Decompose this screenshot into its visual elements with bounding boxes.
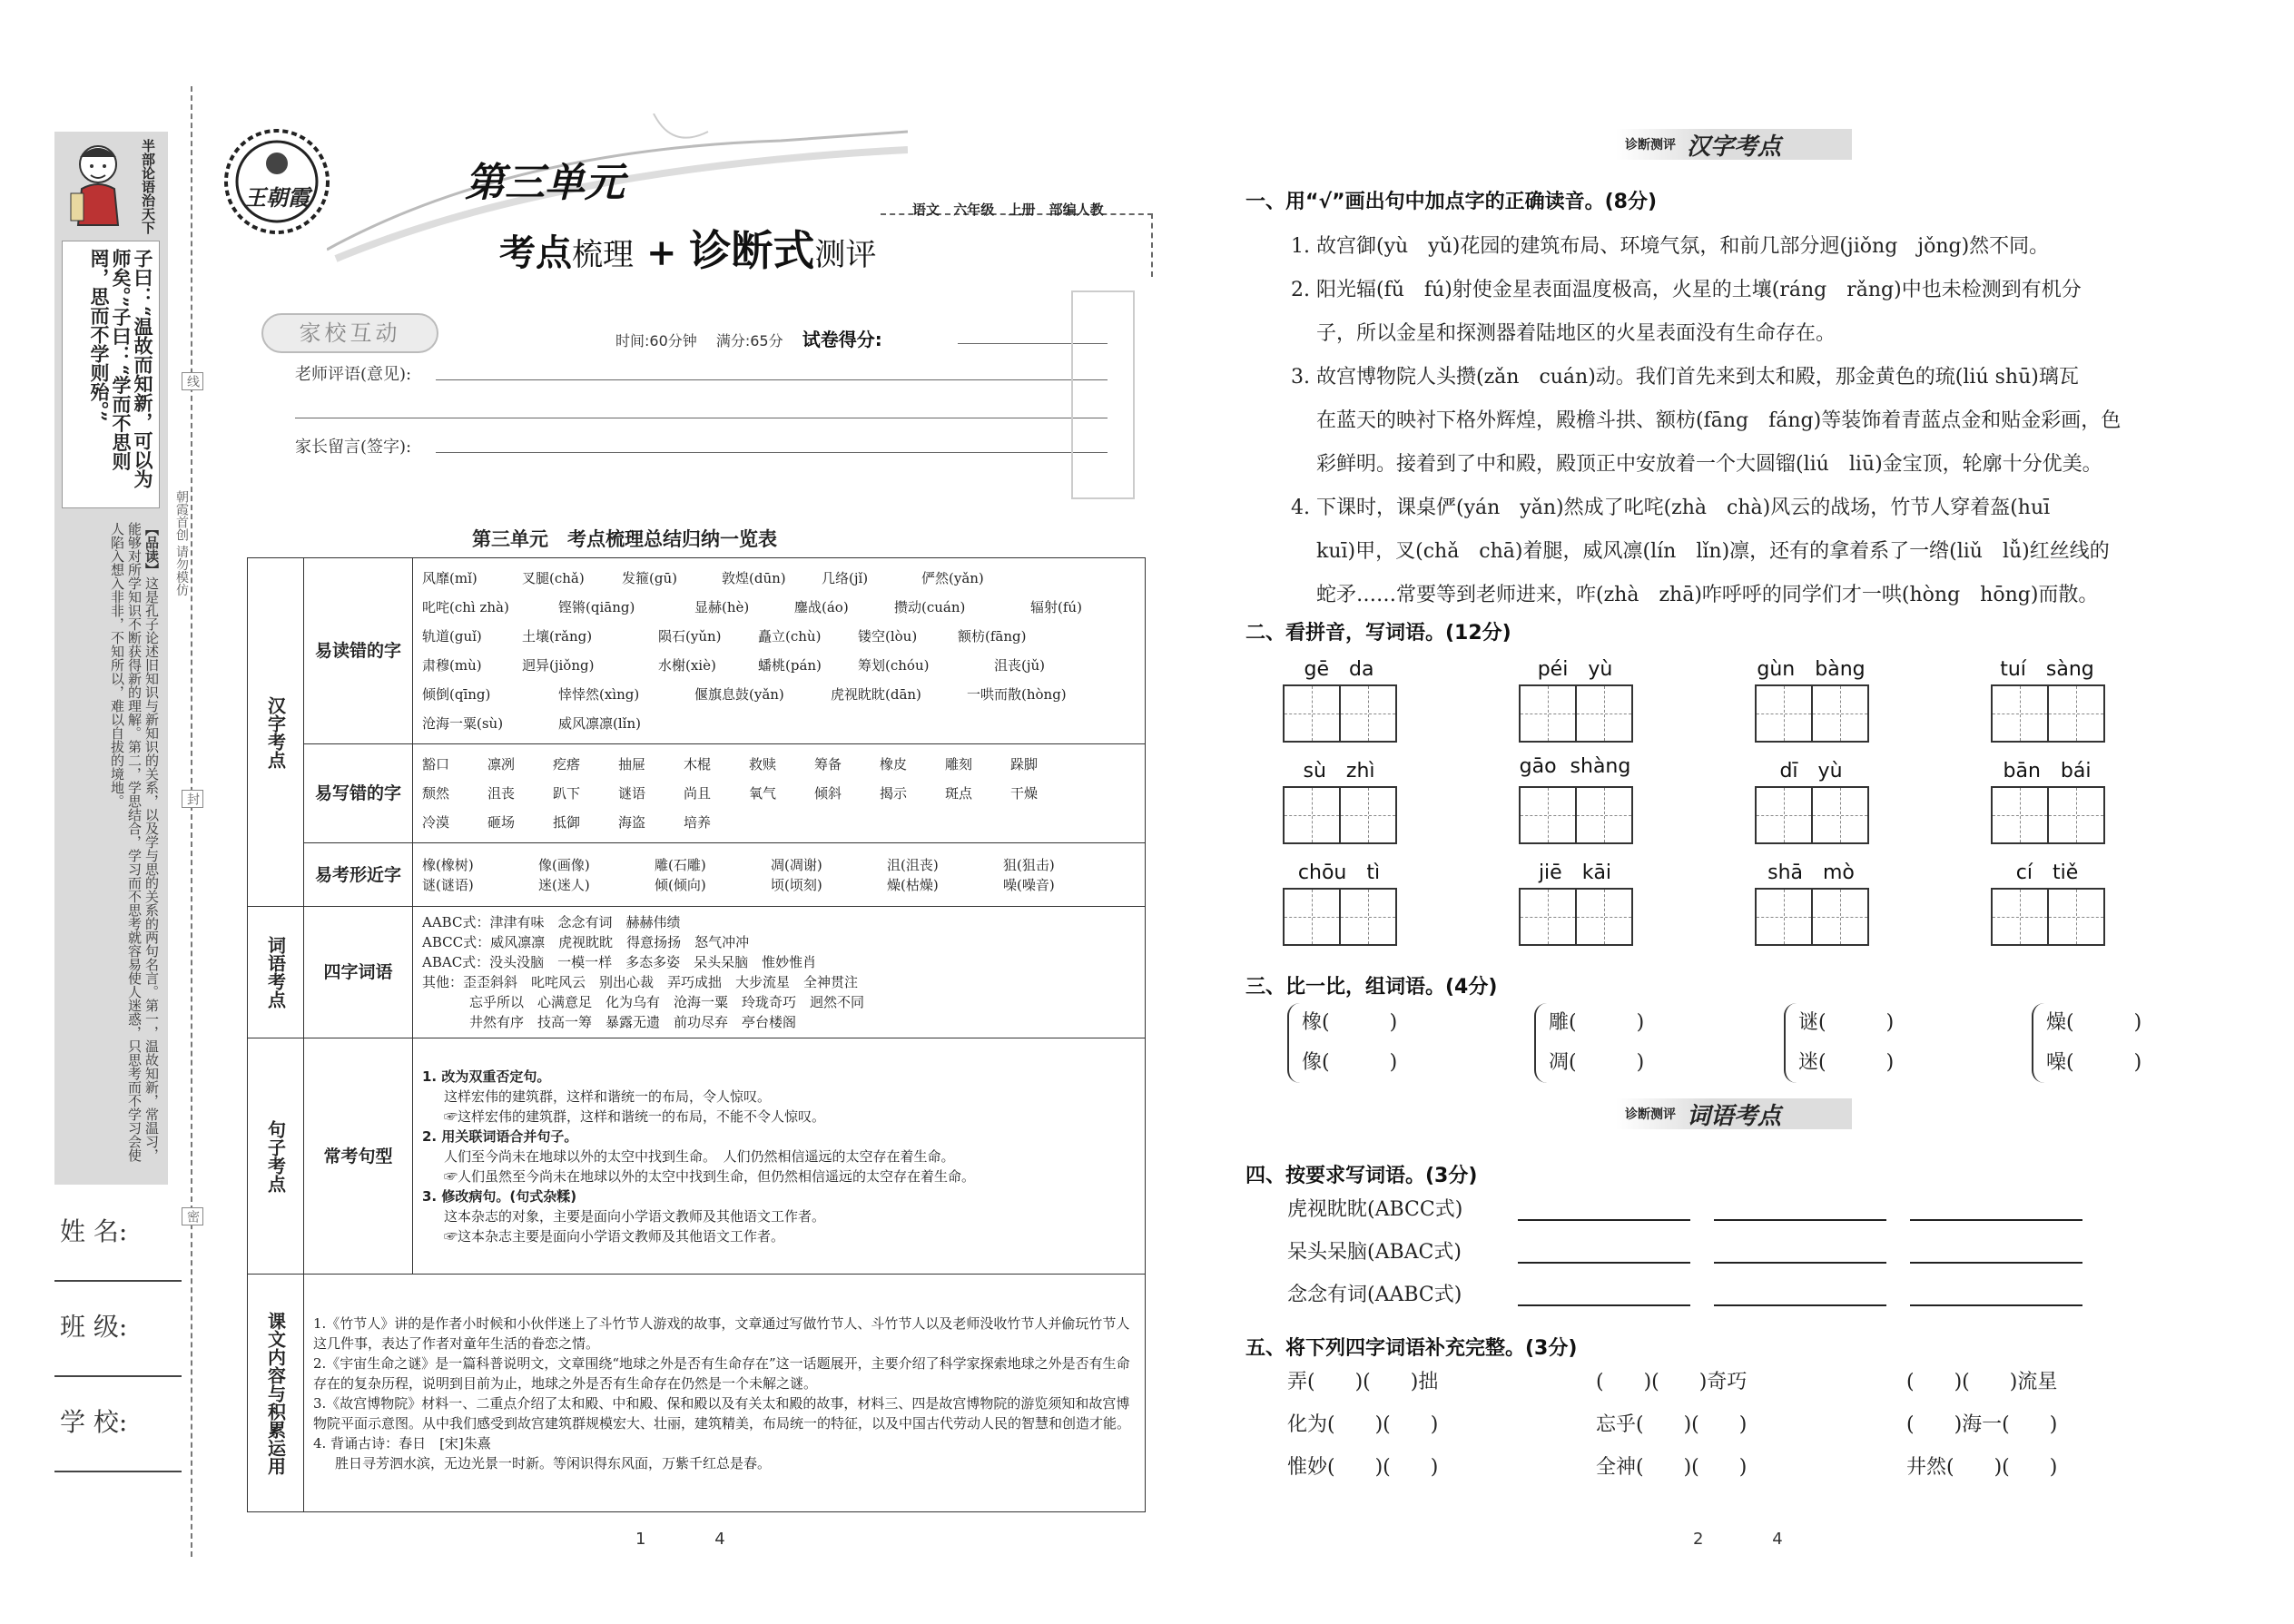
tian-grid	[1516, 888, 1634, 946]
write-word: 倾斜	[814, 785, 842, 802]
sent2-b: ☞人们虽然至今尚未在地球以外的太空中找到生命，但仍然相信遥远的太空存在着生命。	[444, 1167, 976, 1185]
subcat-read: 易读错的字	[304, 558, 413, 744]
write-box-1[interactable]	[1283, 684, 1341, 743]
tian-grid	[1988, 786, 2106, 844]
four-other-2: 忘乎所以 心满意足 化为乌有 沧海一粟 玲珑奇巧 迥然不同	[469, 994, 865, 1010]
book-meta: 语文 六年级 上册 部编人教	[912, 202, 1104, 218]
idiom-blank[interactable]: 井然( )( )	[1906, 1456, 2058, 1479]
write-word: 疙瘩	[553, 756, 581, 773]
parent-comment-label: 家长留言(签字):	[295, 438, 412, 457]
read-word: 攒动(cuán)	[894, 599, 966, 615]
read-word: 俨然(yǎn)	[921, 570, 984, 586]
pair-word-1[interactable]: 燥( )	[2046, 1011, 2142, 1034]
write-word: 谜语	[618, 785, 646, 802]
write-box-1[interactable]	[1755, 684, 1813, 743]
write-box-2[interactable]	[2047, 888, 2105, 946]
idiom-blank[interactable]: 惟妙( )( )	[1287, 1456, 1439, 1479]
banner-tag: 诊断测评	[1625, 1107, 1676, 1122]
content-5: 胜日寻芳泗水滨，无边光景一时新。等闲识得东风面，万紫千红总是春。	[335, 1454, 772, 1471]
tian-grid	[1988, 684, 2106, 743]
left-page-number	[635, 1530, 725, 1549]
read-word: 风靡(mǐ)	[422, 570, 478, 586]
name-label: 姓 名:	[60, 1216, 128, 1246]
exam-meta	[615, 325, 882, 351]
subtitle-part1: 考点	[499, 231, 572, 274]
idiom-blank[interactable]: 忘乎( )( )	[1596, 1413, 1748, 1436]
write-box-2[interactable]	[1811, 786, 1869, 844]
read-word: 镂空(lòu)	[858, 628, 918, 645]
sent3-head: 3. 修改病句。(句式杂糅)	[422, 1187, 577, 1205]
read-word: 倾倒(qīng)	[422, 686, 491, 703]
write-box-1[interactable]	[1755, 786, 1813, 844]
page-subtitle	[499, 218, 876, 278]
write-word: 培养	[684, 814, 712, 831]
banner-tag: 诊断测评	[1625, 138, 1676, 153]
read-word: 沧海一粟(sù)	[422, 715, 504, 732]
read-word: 发箍(gū)	[622, 570, 677, 586]
write-words-list	[422, 750, 1136, 837]
shape-word: 迷(迷人)	[538, 876, 590, 893]
pinyin-item	[1516, 654, 1634, 743]
pinyin-label: gāo shàng	[1519, 755, 1631, 778]
answer-line[interactable]	[1910, 1304, 2082, 1306]
read-word: 叱咤(chì zhà)	[422, 599, 509, 615]
idiom-blank[interactable]: 弄( )( )拙	[1287, 1371, 1439, 1393]
decorative-frame	[1071, 290, 1135, 499]
question-4-title: 四、按要求写词语。(3分)	[1245, 1165, 1478, 1187]
q1-item-3b: 在蓝天的映衬下格外辉煌，殿檐斗拱、额枋(fāng fáng)等装饰着青蓝点金和贴金彩画，色	[1316, 409, 2122, 432]
read-word: 威风凛凛(lǐn)	[558, 715, 641, 732]
sent1-b: ☞这样宏伟的建筑群，这样和谐统一的布局，不能不令人惊叹。	[444, 1107, 826, 1125]
page-num-b: 4	[1772, 1530, 1783, 1549]
write-box-2[interactable]	[1339, 888, 1397, 946]
write-box-1[interactable]	[1283, 786, 1341, 844]
q1-item-2a: 2. 阳光辐(fǔ fú)射使金星表面温度极高，火星的土壤(ráng rǎng)中也未检测到有机分	[1291, 279, 2082, 301]
sent2-head: 2. 用关联词语合并句子。	[422, 1127, 578, 1145]
read-word: 一哄而散(hòng)	[967, 686, 1067, 703]
compare-pair	[1784, 1003, 1894, 1083]
home-school-tab: 家校互动	[261, 313, 438, 353]
confucius-figure	[62, 139, 134, 230]
pinyin-label: péi yù	[1537, 658, 1613, 681]
read-words-cell	[413, 558, 1146, 744]
shape-word: 狙(狙击)	[1003, 856, 1055, 873]
category-sentences: 句子考点	[248, 1038, 304, 1275]
write-word: 救赎	[749, 756, 777, 773]
write-word: 沮丧	[487, 785, 516, 802]
write-box-2[interactable]	[2047, 786, 2105, 844]
pinyin-item	[1752, 654, 1870, 743]
answer-line[interactable]	[1518, 1304, 1690, 1306]
exam-full-score: 满分:65分	[715, 332, 783, 349]
brand-logo-text: 王朝霞	[244, 184, 310, 211]
pair-word-2[interactable]: 迷( )	[1798, 1051, 1895, 1074]
idiom-blank[interactable]: 全神( )( )	[1596, 1456, 1748, 1479]
tian-grid	[1280, 786, 1398, 844]
confucius-quote: 子曰：“温故而知新，可以为师矣。”子曰：“学而不思则罔，思而不学则殆。”	[88, 249, 154, 489]
q1-item-2b: 子，所以金星和探测器着陆地区的火星表面没有生命存在。	[1316, 322, 1836, 345]
pair-word-2[interactable]: 噪( )	[2046, 1051, 2142, 1074]
idiom-blank[interactable]: ( )( )流星	[1906, 1371, 2058, 1393]
write-box-2[interactable]	[1811, 684, 1869, 743]
pinyin-label: sù zhì	[1303, 760, 1375, 782]
exam-time: 时间:60分钟	[615, 332, 697, 349]
four-other: 其他：歪歪斜斜 叱咤风云 别出心裁 弄巧成拙 大步流星 全神贯注	[422, 974, 859, 990]
tian-grid	[1280, 888, 1398, 946]
content-4: 4. 背诵古诗：春日 [宋]朱熹	[313, 1434, 491, 1452]
motto-text: 半部论语治天下	[140, 139, 156, 234]
sent1-head: 1. 改为双重否定句。	[422, 1068, 551, 1085]
pinyin-label: cí tiě	[2015, 861, 2079, 884]
write-word: 雕刻	[945, 756, 973, 773]
pinyin-item	[1752, 755, 1870, 844]
cut-line	[191, 86, 192, 1557]
read-word: 蟠桃(pán)	[758, 657, 822, 674]
write-box-2[interactable]	[1575, 684, 1633, 743]
write-word: 干燥	[1010, 785, 1039, 802]
write-words-cell	[413, 744, 1146, 843]
pinyin-item	[1280, 755, 1398, 844]
shape-word: 沮(沮丧)	[887, 856, 939, 873]
question-5-title: 五、将下列四字词语补充完整。(3分)	[1245, 1337, 1578, 1360]
table-row	[248, 1038, 1146, 1275]
class-label: 班 级:	[60, 1312, 128, 1342]
pinyin-item	[1516, 755, 1634, 844]
quote-box	[62, 241, 160, 508]
pinyin-label: gē da	[1304, 658, 1374, 681]
banner-name: 词语考点	[1687, 1102, 1782, 1130]
pair-word-1[interactable]: 谜( )	[1798, 1011, 1895, 1034]
write-box-2[interactable]	[1811, 888, 1869, 946]
section-banner-words	[1616, 1098, 1852, 1129]
pinyin-item	[1752, 857, 1870, 946]
summary-table-title: 第三单元 考点梳理总结归纳一览表	[472, 528, 777, 550]
section-banner-chars	[1616, 129, 1852, 160]
write-box-2[interactable]	[2047, 684, 2105, 743]
q1-item-4a: 4. 下课时，课桌俨(yán yǎn)然成了叱咤(zhà chà)风云的战场，竹节人穿着盔(huī	[1291, 497, 2051, 519]
tian-grid	[1988, 888, 2106, 946]
shape-words-cell	[413, 843, 1146, 907]
banner-name: 汉字考点	[1687, 133, 1782, 161]
idiom-blank[interactable]: ( )海一( )	[1906, 1413, 2058, 1436]
write-word: 尚且	[684, 785, 712, 802]
answer-line[interactable]	[1714, 1304, 1886, 1306]
write-box-1[interactable]	[1991, 684, 2049, 743]
subtitle-dotted-frame	[881, 213, 1153, 277]
subtitle-part5: 测评	[814, 237, 877, 273]
write-word: 凛冽	[487, 756, 516, 773]
shape-words-list	[422, 855, 1136, 895]
subcat-write: 易写错的字	[304, 744, 413, 843]
read-word: 水榭(xiè)	[658, 657, 716, 674]
write-word: 揭示	[880, 785, 908, 802]
q1-item-3a: 3. 故宫博物院人头攒(zǎn cuán)动。我们首先来到太和殿，那金黄色的琉(liú shū)璃瓦	[1291, 366, 2079, 389]
write-box-2[interactable]	[1339, 786, 1397, 844]
q1-item-4b: kuī)甲，叉(chǎ chā)着腿，威风凛(lín lǐn)凛，还有的拿着系了一绺(liǔ lǚ)红丝线的	[1316, 540, 2110, 563]
seal-mark-line: 线	[182, 372, 203, 390]
commentary-body: 这是孔子论述旧知识与新知识的关系，以及学与思的关系的两句名言。第一，温故知新，常温习，能够对所学知识不断获得新的理解。第二，学思结合，学习而不思考就容易使人迷惑，只思考而不学习会使人陷入想入非非，不知所以，难以自拔的境地。	[109, 522, 160, 1162]
answer-line[interactable]	[1518, 1219, 1690, 1221]
read-word: 筹划(chóu)	[858, 657, 930, 674]
write-box-2[interactable]	[1575, 888, 1633, 946]
shape-word: 燥(枯燥)	[887, 876, 939, 893]
sentence-cell	[413, 1038, 1146, 1275]
pinyin-label: shā mò	[1767, 861, 1855, 884]
page-num-a: 2	[1693, 1530, 1704, 1549]
class-field[interactable]	[54, 1375, 182, 1377]
content-2: 2.《宇宙生命之谜》是一篇科普说明文，文章围绕“地球之外是否有生命存在”这一话题展开，主要介绍了科学家探索地球之外是否有生命存在的复杂历程，说明到目前为止，地球之外是否有生命存在仍然是一个未解之谜。	[313, 1354, 1130, 1392]
subcat-four: 四字词语	[304, 907, 413, 1038]
sent2-a: 人们至今尚未在地球以外的太空中找到生命。 人们仍然相信遥远的太空存在着生命。	[444, 1147, 955, 1165]
read-word: 矗立(chù)	[758, 628, 822, 645]
read-word: 显赫(hè)	[694, 599, 750, 615]
pair-word-2[interactable]: 像( )	[1302, 1051, 1398, 1074]
school-label: 学 校:	[60, 1407, 128, 1437]
answer-line[interactable]	[1910, 1262, 2082, 1264]
tian-grid	[1752, 684, 1870, 743]
q4-word: 虎视眈眈(ABCC式)	[1287, 1198, 1463, 1221]
write-word: 跺脚	[1010, 756, 1039, 773]
four-aabc: AABC式：津津有味 念念有词 赫赫伟绩	[422, 914, 681, 930]
pinyin-item	[1516, 857, 1634, 946]
write-box-1[interactable]	[1519, 888, 1577, 946]
table-row	[248, 558, 1146, 744]
copyright-note: 朝霞首创 请勿模仿	[174, 490, 189, 596]
sent3-a: 这本杂志的对象，主要是面向小学语文教师及其他语文工作者。	[444, 1207, 826, 1225]
write-word: 颓然	[422, 785, 450, 802]
read-word: 沮丧(jǔ)	[994, 657, 1046, 674]
pinyin-label: dī yù	[1779, 760, 1843, 782]
write-box-2[interactable]	[1575, 786, 1633, 844]
write-word: 海盗	[618, 814, 646, 831]
four-abcc: ABCC式：威风凛凛 虎视眈眈 得意扬扬 怒气冲冲	[422, 934, 750, 950]
right-page-number	[1693, 1530, 1783, 1549]
brand-logo	[222, 127, 331, 236]
read-word: 叉腿(chǎ)	[522, 570, 585, 586]
question-3-title: 三、比一比，组词语。(4分)	[1245, 976, 1498, 999]
read-word: 几络(jǐ)	[822, 570, 869, 586]
write-box-1[interactable]	[1519, 786, 1577, 844]
pinyin-label: tuí sàng	[2000, 658, 2094, 681]
read-word: 陨石(yǔn)	[658, 628, 722, 645]
page-num-b: 4	[714, 1530, 725, 1549]
subtitle-part4: 诊断式	[689, 226, 815, 275]
write-word: 氧气	[749, 785, 777, 802]
four-other-3: 井然有序 技高一筹 暴露无遗 前功尽弃 亭台楼阁	[469, 1014, 797, 1030]
teacher-comment-field[interactable]	[436, 379, 1108, 380]
compare-pair	[1534, 1003, 1644, 1083]
pinyin-item	[1280, 857, 1398, 946]
shape-word: 雕(石雕)	[655, 856, 706, 873]
write-word: 抽屉	[618, 756, 646, 773]
write-word: 豁口	[422, 756, 450, 773]
idiom-blank[interactable]: ( )( )奇巧	[1596, 1371, 1748, 1393]
compare-pair	[1287, 1003, 1397, 1083]
shape-word: 噪(噪音)	[1003, 876, 1055, 893]
answer-line[interactable]	[1714, 1219, 1886, 1221]
tian-grid	[1280, 684, 1398, 743]
write-word: 趴下	[553, 785, 581, 802]
read-word: 悻悻然(xìng)	[558, 686, 640, 703]
subcat-sent: 常考句型	[304, 1038, 413, 1275]
q1-item-1: 1. 故宫御(yù yǔ)花园的建筑布局、环境气氛，和前几部分迥(jiǒng jǒng)然不同。	[1291, 235, 2050, 258]
compare-pair	[2032, 1003, 2141, 1083]
write-box-1[interactable]	[1991, 888, 2049, 946]
school-field[interactable]	[54, 1471, 182, 1472]
answer-line[interactable]	[1518, 1262, 1690, 1264]
read-word: 虎视眈眈(dān)	[831, 686, 921, 703]
content-cell	[304, 1275, 1146, 1512]
table-row	[248, 1275, 1146, 1512]
answer-line[interactable]	[1714, 1262, 1886, 1264]
four-char-cell	[413, 907, 1146, 1038]
write-box-1[interactable]	[1283, 888, 1341, 946]
tian-grid	[1752, 786, 1870, 844]
name-field[interactable]	[54, 1280, 182, 1282]
pinyin-item	[1988, 654, 2106, 743]
write-word: 橡皮	[880, 756, 908, 773]
read-word: 铿锵(qiāng)	[558, 599, 635, 615]
parent-comment-field[interactable]	[436, 452, 1108, 453]
pinyin-item	[1988, 857, 2106, 946]
read-word: 迥异(jiǒng)	[522, 657, 595, 674]
shape-word: 像(画像)	[538, 856, 590, 873]
shape-word: 橡(橡树)	[422, 856, 474, 873]
answer-line[interactable]	[1910, 1219, 2082, 1221]
sent3-b: ☞这本杂志主要是面向小学语文教师及其他语文工作者。	[444, 1227, 785, 1245]
idiom-blank[interactable]: 化为( )( )	[1287, 1413, 1439, 1436]
pinyin-label: jiē kāi	[1538, 861, 1612, 884]
write-word: 筹备	[814, 756, 842, 773]
pinyin-label: bān bái	[2003, 760, 2092, 782]
category-words: 词语考点	[248, 907, 304, 1038]
seal-mark-secret: 密	[182, 1207, 203, 1225]
subcat-shape: 易考形近字	[304, 843, 413, 907]
write-word: 冷漠	[422, 814, 450, 831]
tian-grid	[1516, 786, 1634, 844]
q4-word: 念念有词(AABC式)	[1287, 1284, 1462, 1306]
tian-grid	[1752, 888, 1870, 946]
pair-word-1[interactable]: 橡( )	[1302, 1011, 1398, 1034]
shape-word: 凋(凋谢)	[771, 856, 822, 873]
pinyin-label: chōu tì	[1297, 861, 1381, 884]
unit-title: 第三单元	[465, 160, 625, 206]
question-1-title: 一、用“√”画出句中加点字的正确读音。(8分)	[1245, 191, 1658, 213]
write-word: 抵御	[553, 814, 581, 831]
sent1-a: 这样宏伟的建筑群，这样和谐统一的布局，令人惊叹。	[444, 1088, 772, 1105]
write-box-1[interactable]	[1755, 888, 1813, 946]
read-word: 鏖战(áo)	[794, 599, 849, 615]
category-chars: 汉字考点	[248, 558, 304, 907]
exam-score-label: 试卷得分:	[802, 329, 882, 350]
question-2-title: 二、看拼音，写词语。(12分)	[1245, 622, 1511, 645]
content-3: 3.《故宫博物院》材料一、二重点介绍了太和殿、中和殿、保和殿以及有关太和殿的故事，材料三、四是故宫博物院的游览须知和故宫博物院平面示意图。从中我们感受到故宫建筑群规模宏大、壮丽，建筑精美，布局统一的特征，以及中国古代劳动人民的智慧和创造才能。	[313, 1394, 1131, 1432]
table-row	[248, 843, 1146, 907]
write-word: 木棍	[684, 756, 712, 773]
page-num-a: 1	[635, 1530, 646, 1549]
read-words-list	[422, 564, 1136, 738]
content-1: 1.《竹节人》讲的是作者小时候和小伙伴迷上了斗竹节人游戏的故事，文章通过写做竹节人、斗竹节人以及老师没收竹节人并偷玩竹节人这几件事，表达了作者对童年生活的眷恋之情。	[313, 1314, 1130, 1352]
q1-item-3c: 彩鲜明。接着到了中和殿，殿顶正中安放着一个大圆镏(liú liū)金宝顶，轮廓十分优美。	[1316, 453, 2102, 476]
tian-grid	[1516, 684, 1634, 743]
summary-table	[247, 557, 1146, 1512]
shape-word: 谜(谜语)	[422, 876, 474, 893]
pair-word-1[interactable]: 雕( )	[1549, 1011, 1645, 1034]
read-word: 敦煌(dūn)	[722, 570, 786, 586]
read-word: 土壤(rǎng)	[522, 628, 593, 645]
q1-item-4c: 蛇矛……常要等到老师进来，咋(zhà zhā)咋呼呼的同学们才一哄(hòng hōng)而散。	[1316, 584, 2099, 606]
quote-commentary	[62, 522, 160, 1166]
subtitle-part2: 梳理	[572, 237, 634, 273]
subtitle-plus: +	[645, 231, 677, 274]
table-row	[248, 744, 1146, 843]
read-word: 偃旗息鼓(yǎn)	[694, 686, 784, 703]
write-word: 斑点	[945, 785, 973, 802]
write-box-1[interactable]	[1991, 786, 2049, 844]
table-row	[248, 907, 1146, 1038]
teacher-comment-label: 老师评语(意见):	[295, 365, 412, 384]
pinyin-item	[1280, 654, 1398, 743]
write-box-2[interactable]	[1339, 684, 1397, 743]
four-abac: ABAC式：没头没脑 一模一样 多态多姿 呆头呆脑 惟妙惟肖	[422, 954, 817, 970]
shape-word: 倾(倾向)	[655, 876, 706, 893]
pinyin-label: gùn bàng	[1757, 658, 1866, 681]
seal-mark-seal: 封	[182, 790, 203, 808]
pinyin-item	[1988, 755, 2106, 844]
read-word: 肃穆(mù)	[422, 657, 482, 674]
read-word: 额枋(fāng)	[958, 628, 1027, 645]
q4-word: 呆头呆脑(ABAC式)	[1287, 1241, 1462, 1264]
shape-word: 顷(顷刻)	[771, 876, 822, 893]
sidebar-panel	[54, 132, 168, 1185]
commentary-label: 【品读】	[143, 522, 160, 576]
category-content: 课文内容与积累运用	[248, 1275, 304, 1512]
write-word: 砸场	[487, 814, 516, 831]
read-word: 辐射(fú)	[1030, 599, 1082, 615]
read-word: 轨道(guǐ)	[422, 628, 482, 645]
pair-word-2[interactable]: 凋( )	[1549, 1051, 1645, 1074]
write-box-1[interactable]	[1519, 684, 1577, 743]
